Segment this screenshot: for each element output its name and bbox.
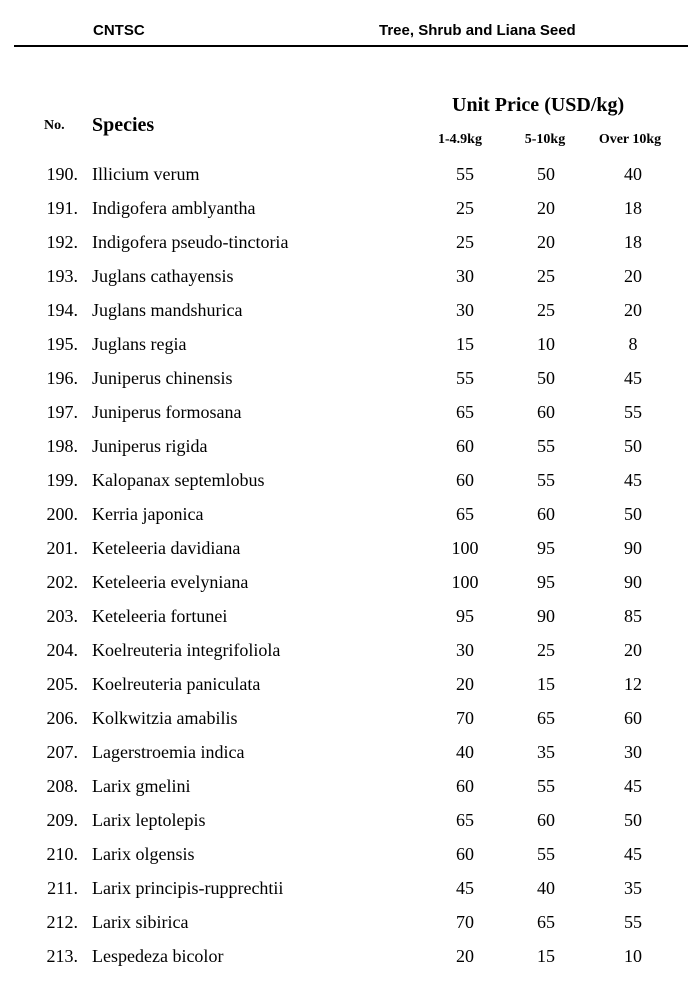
column-header-unit-price: Unit Price (USD/kg) — [452, 94, 625, 116]
table-row — [0, 874, 700, 908]
row-number: 191. — [46, 198, 78, 218]
price-1-4.9kg: 20 — [456, 674, 474, 694]
price-5-10kg: 50 — [537, 164, 555, 184]
price-1-4.9kg: 100 — [451, 538, 479, 558]
species-name: Juglans regia — [92, 334, 187, 354]
price-1-4.9kg: 30 — [456, 640, 474, 660]
price-over-10kg: 50 — [624, 504, 642, 524]
species-name: Juniperus rigida — [92, 436, 208, 456]
species-name: Kerria japonica — [92, 504, 204, 524]
species-name: Larix leptolepis — [92, 810, 206, 830]
price-1-4.9kg: 25 — [456, 198, 474, 218]
price-5-10kg: 60 — [537, 504, 555, 524]
table-row — [0, 432, 700, 466]
row-number: 202. — [46, 572, 78, 592]
price-over-10kg: 45 — [624, 844, 642, 864]
price-5-10kg: 60 — [537, 810, 555, 830]
row-number: 208. — [46, 776, 78, 796]
price-5-10kg: 55 — [537, 776, 555, 796]
species-name: Larix principis-rupprechtii — [92, 878, 284, 898]
species-name: Kalopanax septemlobus — [92, 470, 265, 490]
species-name: Larix gmelini — [92, 776, 191, 796]
species-name: Keteleeria evelyniana — [92, 572, 249, 592]
species-name: Keteleeria fortunei — [92, 606, 228, 626]
table-row — [0, 500, 700, 534]
price-over-10kg: 45 — [624, 470, 642, 490]
species-name: Indigofera amblyantha — [92, 198, 256, 218]
price-5-10kg: 95 — [537, 538, 555, 558]
price-5-10kg: 50 — [537, 368, 555, 388]
species-name: Juglans cathayensis — [92, 266, 234, 286]
price-5-10kg: 55 — [537, 470, 555, 490]
price-1-4.9kg: 65 — [456, 402, 474, 422]
table-row — [0, 806, 700, 840]
price-1-4.9kg: 30 — [456, 300, 474, 320]
price-5-10kg: 10 — [537, 334, 555, 354]
table-row — [0, 738, 700, 772]
row-number: 211. — [47, 878, 78, 898]
price-5-10kg: 55 — [537, 844, 555, 864]
row-number: 194. — [46, 300, 78, 320]
price-1-4.9kg: 65 — [456, 810, 474, 830]
price-5-10kg: 25 — [537, 266, 555, 286]
price-over-10kg: 55 — [624, 402, 642, 422]
species-name: Illicium verum — [92, 164, 200, 184]
price-over-10kg: 8 — [628, 334, 638, 354]
price-over-10kg: 12 — [624, 674, 642, 694]
price-5-10kg: 20 — [537, 232, 555, 252]
table-row — [0, 908, 700, 942]
price-over-10kg: 90 — [624, 572, 642, 592]
column-header-no: No. — [44, 118, 65, 133]
price-1-4.9kg: 55 — [456, 368, 474, 388]
price-1-4.9kg: 60 — [456, 844, 474, 864]
price-5-10kg: 25 — [537, 300, 555, 320]
table-row — [0, 534, 700, 568]
price-over-10kg: 20 — [624, 266, 642, 286]
price-1-4.9kg: 65 — [456, 504, 474, 524]
species-name: Juniperus formosana — [92, 402, 242, 422]
row-number: 207. — [46, 742, 78, 762]
price-over-10kg: 20 — [624, 300, 642, 320]
price-1-4.9kg: 100 — [451, 572, 479, 592]
page-header — [0, 0, 700, 48]
price-over-10kg: 18 — [624, 198, 642, 218]
table-row — [0, 364, 700, 398]
price-1-4.9kg: 60 — [456, 470, 474, 490]
header-org: CNTSC — [93, 22, 145, 39]
price-over-10kg: 90 — [624, 538, 642, 558]
row-number: 206. — [46, 708, 78, 728]
price-1-4.9kg: 60 — [456, 436, 474, 456]
price-1-4.9kg: 25 — [456, 232, 474, 252]
price-5-10kg: 65 — [537, 708, 555, 728]
column-header-tier-5-10kg: 5-10kg — [524, 132, 566, 147]
table-row — [0, 772, 700, 806]
row-number: 200. — [46, 504, 78, 524]
price-table-body — [0, 160, 700, 976]
table-row — [0, 330, 700, 364]
row-number: 199. — [46, 470, 78, 490]
price-over-10kg: 50 — [624, 436, 642, 456]
price-1-4.9kg: 95 — [456, 606, 474, 626]
species-name: Lespedeza bicolor — [92, 946, 224, 966]
price-5-10kg: 60 — [537, 402, 555, 422]
header-catalog-title: Tree, Shrub and Liana Seed — [379, 22, 576, 39]
row-number: 196. — [46, 368, 78, 388]
price-1-4.9kg: 45 — [456, 878, 474, 898]
table-row — [0, 636, 700, 670]
price-5-10kg: 40 — [537, 878, 555, 898]
price-5-10kg: 65 — [537, 912, 555, 932]
price-over-10kg: 45 — [624, 776, 642, 796]
header-divider — [14, 45, 688, 47]
species-name: Larix olgensis — [92, 844, 195, 864]
price-1-4.9kg: 70 — [456, 708, 474, 728]
table-row — [0, 568, 700, 602]
species-name: Keteleeria davidiana — [92, 538, 241, 558]
table-row — [0, 466, 700, 500]
price-1-4.9kg: 15 — [456, 334, 474, 354]
table-row — [0, 296, 700, 330]
row-number: 212. — [46, 912, 78, 932]
price-5-10kg: 55 — [537, 436, 555, 456]
price-5-10kg: 15 — [537, 674, 555, 694]
row-number: 190. — [46, 164, 78, 184]
species-name: Juniperus chinensis — [92, 368, 233, 388]
row-number: 198. — [46, 436, 78, 456]
column-header-tier-over-10kg: Over 10kg — [598, 132, 662, 147]
table-row — [0, 228, 700, 262]
price-over-10kg: 30 — [624, 742, 642, 762]
species-name: Lagerstroemia indica — [92, 742, 245, 762]
price-1-4.9kg: 60 — [456, 776, 474, 796]
species-name: Larix sibirica — [92, 912, 189, 932]
table-row — [0, 942, 700, 976]
row-number: 210. — [46, 844, 78, 864]
price-1-4.9kg: 40 — [456, 742, 474, 762]
column-header-tier-1-4.9kg: 1-4.9kg — [438, 132, 482, 147]
species-name: Juglans mandshurica — [92, 300, 243, 320]
table-row — [0, 602, 700, 636]
row-number: 203. — [46, 606, 78, 626]
row-number: 205. — [46, 674, 78, 694]
column-header-species: Species — [92, 114, 155, 136]
price-over-10kg: 20 — [624, 640, 642, 660]
species-name: Koelreuteria integrifoliola — [92, 640, 281, 660]
price-5-10kg: 90 — [537, 606, 555, 626]
price-over-10kg: 50 — [624, 810, 642, 830]
table-row — [0, 194, 700, 228]
price-over-10kg: 85 — [624, 606, 642, 626]
price-5-10kg: 15 — [537, 946, 555, 966]
row-number: 209. — [46, 810, 78, 830]
price-over-10kg: 40 — [624, 164, 642, 184]
species-name: Kolkwitzia amabilis — [92, 708, 238, 728]
table-row — [0, 398, 700, 432]
table-row — [0, 670, 700, 704]
species-name: Indigofera pseudo-tinctoria — [92, 232, 289, 252]
price-5-10kg: 20 — [537, 198, 555, 218]
price-5-10kg: 25 — [537, 640, 555, 660]
species-name: Koelreuteria paniculata — [92, 674, 261, 694]
price-over-10kg: 60 — [624, 708, 642, 728]
price-over-10kg: 10 — [624, 946, 642, 966]
table-row — [0, 704, 700, 738]
price-1-4.9kg: 70 — [456, 912, 474, 932]
price-5-10kg: 35 — [537, 742, 555, 762]
row-number: 204. — [46, 640, 78, 660]
table-row — [0, 840, 700, 874]
price-1-4.9kg: 30 — [456, 266, 474, 286]
row-number: 213. — [46, 946, 78, 966]
table-row — [0, 160, 700, 194]
price-1-4.9kg: 20 — [456, 946, 474, 966]
row-number: 193. — [46, 266, 78, 286]
price-over-10kg: 18 — [624, 232, 642, 252]
price-over-10kg: 45 — [624, 368, 642, 388]
row-number: 197. — [46, 402, 78, 422]
table-row — [0, 262, 700, 296]
row-number: 195. — [46, 334, 78, 354]
row-number: 201. — [46, 538, 78, 558]
row-number: 192. — [46, 232, 78, 252]
price-over-10kg: 55 — [624, 912, 642, 932]
price-1-4.9kg: 55 — [456, 164, 474, 184]
price-over-10kg: 35 — [624, 878, 642, 898]
price-5-10kg: 95 — [537, 572, 555, 592]
